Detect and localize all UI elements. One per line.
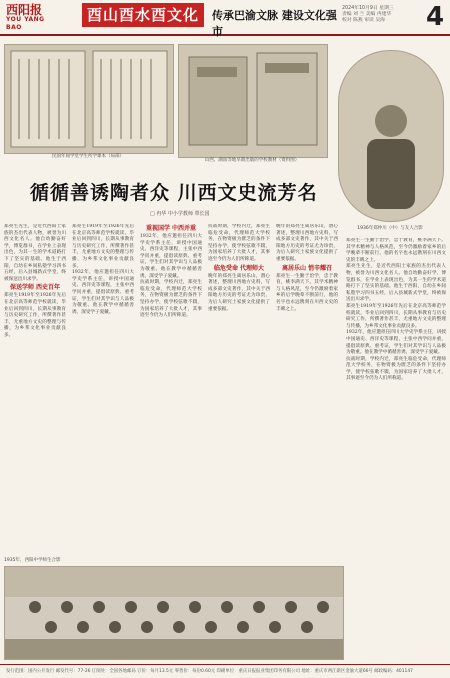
paragraph: 晚年的郑亮生离居乐山，潜心著述，整理川西地方史料，写成多部文史著作，其中关于西阳地方历史的考证尤为珍贵，为后人研究土家族文化提供了重要依据。	[276, 224, 338, 262]
group-illustration	[5, 567, 343, 659]
article-column	[208, 224, 270, 560]
books-illustration	[179, 45, 327, 157]
paragraph: 晚年的郑亮生离居乐山，潜心著述，整理川西地方史料，写成多部文史著作，其中关于西阳地方历史的考证尤为珍贵，为后人研究土家族文化提供了重要依据。	[208, 273, 270, 312]
article-byline: □ 冉华 中小学教师 覃长国	[150, 211, 210, 217]
article-column	[140, 224, 202, 560]
article-column	[72, 224, 134, 560]
article-column	[276, 224, 338, 560]
article-column	[346, 238, 446, 658]
paragraph: 郑亮生1919年至1926年先后在北京高等师范学校就读，毕业后回到四川，长期从事教育与历史研究工作，所撰著作甚丰，尤重地方文史的整理与传播，为乡邦文化事业贡献良多。	[346, 303, 446, 329]
logo-english: YOU YANG BAO	[6, 16, 45, 31]
paragraph: 1932年，他应邀担任四川大学史学系主任，讲授中国通史、西洋史等课程，主张中西学问并重，提倡读原典、重考证，学生们对其学识与人品极为敬重。他在教学中循循善诱，深受学子爱戴。	[72, 270, 134, 315]
portrait-illustration	[339, 51, 443, 221]
section-subtitle: 传承巴渝文脉 建设文化强市	[212, 9, 337, 38]
newspaper-logo	[6, 3, 58, 31]
section-subhead: 保送学师 西史百年	[9, 284, 61, 292]
textbook-illustration	[5, 45, 173, 153]
paragraph: 1932年，他应邀担任四川大学史学系主任，讲授中国通史、西洋史等课程，主张中西学问并重，提倡读原典、重考证，学生们对其学识与人品极为敬重。他在教学中循循善诱，深受学子爱戴。	[140, 234, 202, 279]
section-subhead: 重视国学 中西并重	[145, 225, 197, 232]
issue-meta	[342, 6, 422, 30]
section-title: 酉山酉水酉文化	[82, 3, 204, 27]
paragraph: 郑亮生先生，是近代西阳土家族的杰出代表人物，被誉为川西文化名人。他自幼勤奋好学，博览群书，在学业上表现出色，为其一生的学术道路打下了坚实的基础。他生于西阳，自幼在乡间私塾学习四书五经，后入县城新式学堂，终被保送出川求学。	[346, 264, 446, 303]
textbook-photo	[4, 44, 174, 154]
article-headline: 循循善诱陶者众 川西文史流芳名	[30, 182, 318, 204]
section-subhead: 临危受命 代理师大	[213, 264, 265, 272]
paragraph: 郑亮生一生勤于治学，忠于教育，桃李满天下。其学术精神与人格风范，至今仍激励着家乡的后学晚辈不断前行，他的名字也永远镌刻在川西文史的丰碑之上。	[346, 238, 446, 263]
photo-caption: 1936年郑仲川（中）与友人合影	[357, 226, 423, 231]
photo-caption: 1935年，西阳中学师生合影	[4, 558, 61, 563]
meta-line: 2024年10月9日 星期三	[342, 6, 394, 11]
article-column	[4, 224, 66, 560]
paragraph: 郑亮生先生，是近代西阳土家族的杰出代表人物，被誉为川西文化名人。他自幼勤奋好学，博览群书，在学业上表现出色，为其一生的学术道路打下了坚实的基础。他生于西阳，自幼在乡间私塾学习四书五经，后入县城新式学堂，终被保送出川求学。	[4, 224, 66, 282]
paragraph: 1932年，他应邀担任四川大学史学系主任，讲授中国通史、西洋史等课程，主张中西学问并重，提倡读原典、重考证，学生们对其学识与人品极为敬重。他在教学中循循善诱，深受学子爱戴。	[346, 330, 446, 356]
paragraph: 郑亮生1919年至1926年先后在北京高等师范学校就读，毕业后回到四川，长期从事教育与历史研究工作，所撰著作甚丰，尤重地方文史的整理与传播，为乡邦文化事业贡献良多。	[4, 293, 66, 338]
paragraph: 郑亮生一生勤于治学，忠于教育，桃李满天下。其学术精神与人格风范，至今仍激励着家乡的后学晚辈不断前行，他的名字也永远镌刻在川西文史的丰碑之上。	[276, 273, 338, 312]
paragraph: 抗战时期，学校内迁，郑亮生临危受命，代理师范大学校务，在物资极为匮乏的条件下坚持办学，使学校弦歌不辍，为国家培养了大批人才，其事迹至今仍为人们所称道。	[140, 280, 202, 319]
portrait-photo	[338, 50, 444, 222]
books-photo	[178, 44, 328, 158]
photo-caption: 民国年间学堂学生所学课本（局部）	[52, 154, 124, 159]
page-number: 4	[425, 2, 445, 32]
meta-line: 校对 陈燕 审读 吴海	[342, 18, 385, 23]
page-footer: 发行范围：国内公开发行 邮发代号：77-26 订阅处：全国各地邮局 订价：每月13.5元 零售价：每份0.60元 印刷单位：重庆日报报业集团印务有限公司 地址：重庆市两江新区金渝大道66号 邮政编码：401147	[0, 664, 450, 678]
photo-caption: 山西、湖南等地早期出版的学校教材（资料图）	[204, 158, 300, 163]
logo-text: 西阳报	[6, 3, 43, 17]
paragraph: 抗战时期，学校内迁，郑亮生临危受命，代理师范大学校务，在物资极为匮乏的条件下坚持办学，使学校弦歌不辍，为国家培养了大批人才，其事迹至今仍为人们所称道。	[208, 224, 270, 262]
group-photo	[4, 566, 344, 660]
paragraph: 抗战时期，学校内迁，郑亮生临危受命，代理师范大学校务，在物资极为匮乏的条件下坚持办学，使学校弦歌不辍，为国家培养了大批人才，其事迹至今仍为人们所称道。	[346, 356, 446, 382]
paragraph: 郑亮生1919年至1926年先后在北京高等师范学校就读，毕业后回到四川，长期从事教育与历史研究工作，所撰著作甚丰，尤重地方文史的整理与传播，为乡邦文化事业贡献良多。	[72, 224, 134, 269]
section-subhead: 离居乐山 悄辛耀召	[281, 264, 333, 272]
meta-line: 责编 刘 兰 美编 冉建华	[342, 12, 392, 17]
